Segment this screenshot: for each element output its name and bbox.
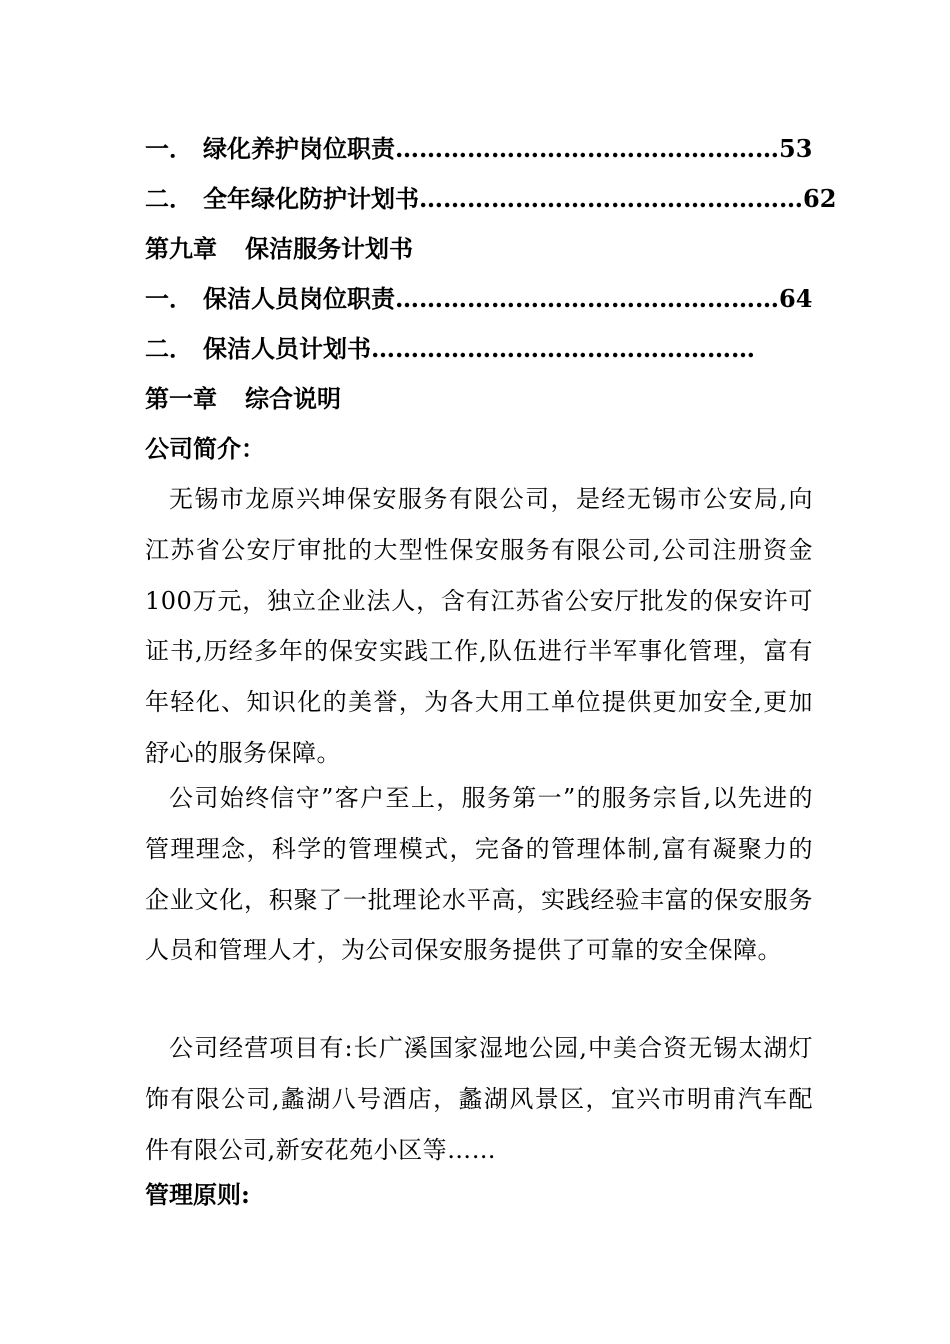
- toc-leader-dots: …………………………………………: [395, 284, 779, 313]
- chapter-label: 第一章: [145, 384, 217, 413]
- toc-chapter-heading: [145, 234, 413, 264]
- toc-chapter-title: 保洁服务计划书: [245, 234, 413, 263]
- toc-entry-number: 一．: [145, 284, 193, 313]
- toc-entry: [145, 334, 755, 364]
- toc-entry-number: 二．: [145, 184, 193, 213]
- toc-entry-number: 二．: [145, 334, 193, 363]
- toc-entry: [145, 284, 812, 314]
- toc-entry-title: 保洁人员岗位职责: [203, 284, 395, 313]
- toc-chapter-label: 第九章: [145, 234, 217, 263]
- body-paragraph: 公司经营项目有:长广溪国家湿地公园,中美合资无锡太湖灯饰有限公司,蠡湖八号酒店，蠡湖风景区，宜兴市明甫汽车配件有限公司,新安花苑小区等……: [145, 1034, 813, 1164]
- body-paragraph: 公司始终信守”客户至上，服务第一”的服务宗旨,以先进的管理理念，科学的管理模式，完备的管理体制,富有凝聚力的企业文化，积聚了一批理论水平高，实践经验丰富的保安服务人员和管理人才，为公司保安服务提供了可靠的安全保障。: [145, 784, 813, 965]
- toc-leader-dots: …………………………………………: [395, 134, 779, 163]
- toc-entry-title: 绿化养护岗位职责: [203, 134, 395, 163]
- toc-entry-title: 保洁人员计划书: [203, 334, 371, 363]
- toc-entry: [145, 184, 836, 214]
- toc-page-number: 53: [779, 134, 813, 163]
- toc-entry: [145, 134, 812, 164]
- section-heading-management-principles: 管理原则:: [145, 1180, 250, 1209]
- toc-leader-dots: …………………………………………: [371, 334, 755, 363]
- chapter-title: 综合说明: [245, 384, 341, 413]
- body-paragraph: 无锡市龙原兴坤保安服务有限公司，是经无锡市公安局,向江苏省公安厅审批的大型性保安服务有限公司,公司注册资金100万元，独立企业法人，含有江苏省公安厅批发的保安许可证书,历经多年的保安实践工作,队伍进行半军事化管理，富有年轻化、知识化的美誉，为各大用工单位提供更加安全,更加舒心的服务保障。: [145, 485, 813, 767]
- toc-entry-title: 全年绿化防护计划书: [203, 184, 419, 213]
- chapter-heading: [145, 384, 341, 414]
- toc-entry-number: 一．: [145, 134, 193, 163]
- toc-page-number: 64: [779, 284, 813, 313]
- section-heading-company-intro: 公司简介：: [145, 434, 265, 463]
- toc-leader-dots: …………………………………………: [419, 184, 803, 213]
- toc-page-number: 62: [803, 184, 837, 213]
